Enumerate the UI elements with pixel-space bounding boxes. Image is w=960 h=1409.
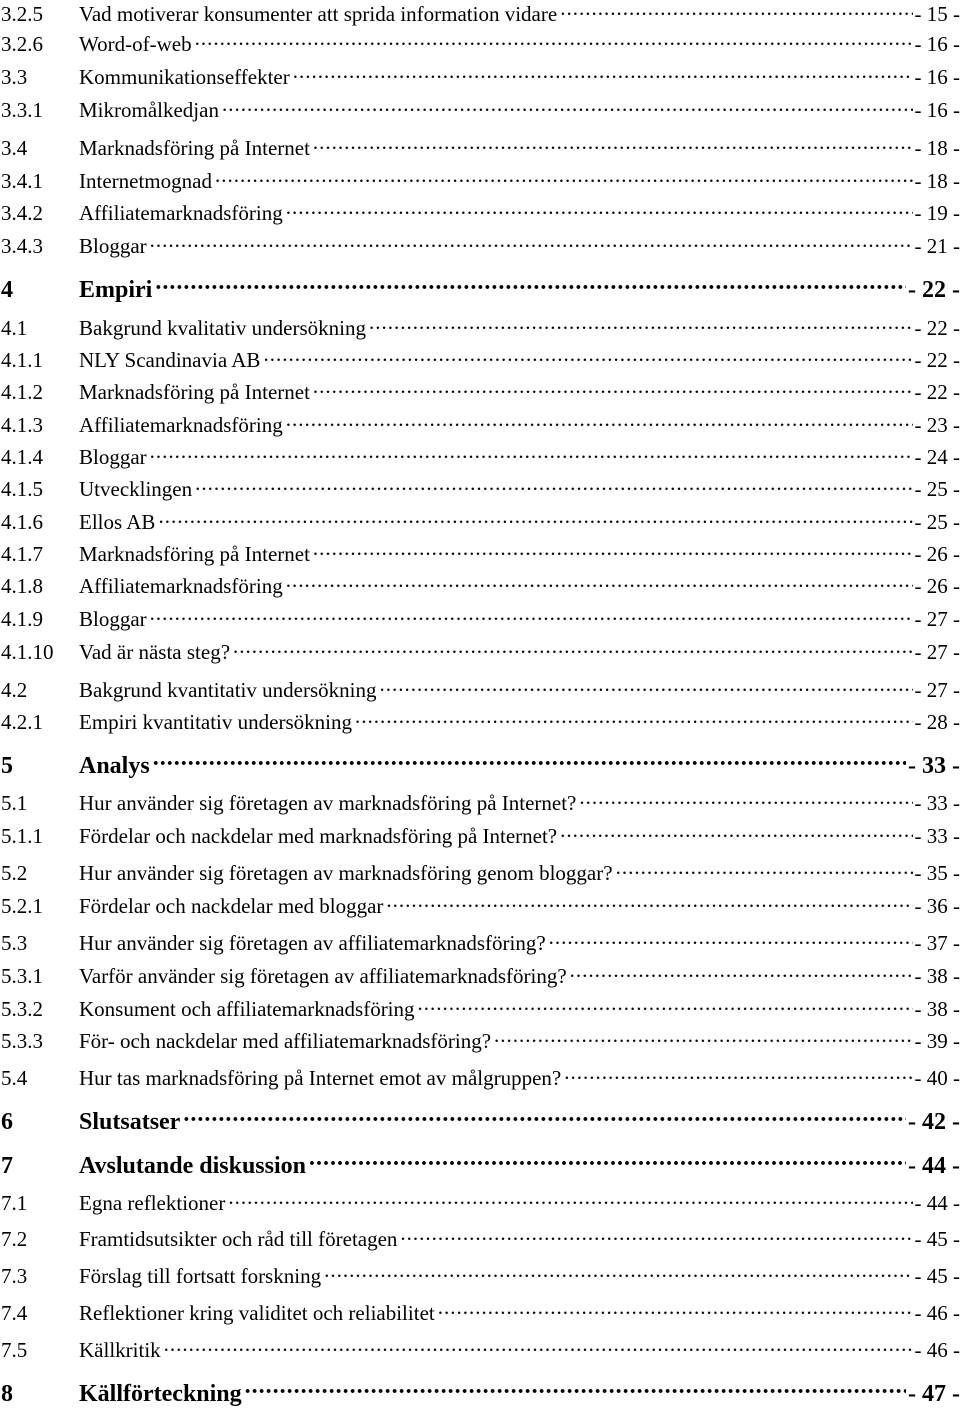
toc-entry-number: 5.2.1 <box>0 893 79 919</box>
toc-entry[interactable] <box>0 1336 960 1363</box>
toc-entry-number: 6 <box>0 1107 79 1137</box>
toc-entry-number: 7 <box>0 1151 79 1181</box>
toc-entry[interactable] <box>0 962 960 989</box>
toc-entry-page: - 26 - <box>913 573 960 599</box>
toc-entry-title: Kommunikationseffekter <box>79 64 293 90</box>
toc-entry[interactable] <box>0 96 960 123</box>
toc-dot-leader <box>564 1064 912 1085</box>
toc-dot-leader <box>293 63 913 84</box>
toc-entry[interactable] <box>0 572 960 599</box>
toc-dot-leader <box>222 96 913 117</box>
toc-entry-number: 3.3 <box>0 64 79 90</box>
toc-entry-page: - 15 - <box>913 1 960 27</box>
toc-entry-title: Bakgrund kvalitativ undersökning <box>79 315 369 341</box>
toc-entry[interactable] <box>0 892 960 919</box>
toc-entry[interactable] <box>0 1299 960 1326</box>
toc-dot-leader <box>579 789 912 810</box>
toc-entry-number: 4.2.1 <box>0 709 79 735</box>
toc-entry-title: Egna reflektioner <box>79 1190 228 1216</box>
toc-entry-title: Analys <box>79 751 153 781</box>
toc-entry-page: - 16 - <box>913 64 960 90</box>
toc-dot-leader <box>386 892 912 913</box>
toc-entry-number: 3.4.1 <box>0 168 79 194</box>
toc-dot-leader <box>309 1149 906 1173</box>
toc-entry-number: 4.1.7 <box>0 541 79 567</box>
toc-entry[interactable] <box>0 1149 960 1181</box>
toc-entry[interactable] <box>0 1262 960 1289</box>
toc-entry[interactable] <box>0 708 960 735</box>
toc-dot-leader <box>324 1262 912 1283</box>
toc-entry[interactable] <box>0 1225 960 1252</box>
toc-entry-page: - 23 - <box>913 412 960 438</box>
toc-entry-page: - 24 - <box>913 444 960 470</box>
toc-dot-leader <box>313 134 913 155</box>
toc-entry-number: 5.1 <box>0 790 79 816</box>
toc-entry-page: - 27 - <box>913 677 960 703</box>
toc-entry-number: 3.3.1 <box>0 97 79 123</box>
toc-entry-title: För- och nackdelar med affiliatemarknadsföring? <box>79 1028 494 1054</box>
toc-entry-number: 4.1.3 <box>0 412 79 438</box>
toc-entry[interactable] <box>0 475 960 502</box>
toc-entry[interactable] <box>0 273 960 305</box>
toc-entry[interactable] <box>0 167 960 194</box>
toc-entry[interactable] <box>0 995 960 1022</box>
toc-dot-leader <box>560 822 912 843</box>
toc-entry-number: 4.1.4 <box>0 444 79 470</box>
toc-entry[interactable] <box>0 1027 960 1054</box>
toc-entry-title: Ellos AB <box>79 509 158 535</box>
toc-dot-leader <box>150 232 913 253</box>
toc-entry[interactable] <box>0 378 960 405</box>
toc-entry-page: - 45 - <box>913 1263 960 1289</box>
toc-entry[interactable] <box>0 199 960 226</box>
toc-entry-page: - 46 - <box>913 1300 960 1326</box>
toc-entry-number: 3.2.5 <box>0 1 79 27</box>
toc-entry-title: Avslutande diskussion <box>79 1151 309 1181</box>
toc-entry[interactable] <box>0 929 960 956</box>
toc-entry-title: Konsument och affiliatemarknadsföring <box>79 996 418 1022</box>
toc-entry-page: - 37 - <box>913 930 960 956</box>
toc-dot-leader <box>560 0 912 21</box>
toc-entry-page: - 22 - <box>913 347 960 373</box>
toc-dot-leader <box>549 929 913 950</box>
toc-entry[interactable] <box>0 443 960 470</box>
toc-dot-leader <box>158 508 912 529</box>
toc-dot-leader <box>150 443 913 464</box>
toc-entry[interactable] <box>0 749 960 781</box>
toc-dot-leader <box>286 572 913 593</box>
toc-dot-leader <box>286 199 913 220</box>
toc-entry-title: Affiliatemarknadsföring <box>79 412 286 438</box>
toc-entry-number: 4.1.10 <box>0 639 79 665</box>
toc-entry-page: - 39 - <box>913 1028 960 1054</box>
toc-entry[interactable] <box>0 822 960 849</box>
toc-entry[interactable] <box>0 789 960 816</box>
toc-dot-leader <box>195 475 912 496</box>
toc-dot-leader <box>245 1377 906 1401</box>
toc-entry-title: Bakgrund kvantitativ undersökning <box>79 677 379 703</box>
toc-entry[interactable] <box>0 0 960 27</box>
toc-entry-title: Affiliatemarknadsföring <box>79 200 286 226</box>
toc-dot-leader <box>313 378 913 399</box>
toc-entry-title: Hur använder sig företagen av marknadsföring på Internet? <box>79 790 579 816</box>
toc-entry[interactable] <box>0 232 960 259</box>
toc-entry-page: - 18 - <box>913 168 960 194</box>
toc-dot-leader <box>400 1225 912 1246</box>
toc-dot-leader <box>494 1027 912 1048</box>
toc-entry-number: 4.2 <box>0 677 79 703</box>
toc-entry-page: - 35 - <box>913 860 960 886</box>
toc-entry-page: - 25 - <box>913 509 960 535</box>
toc-entry-title: Bloggar <box>79 233 150 259</box>
toc-dot-leader <box>155 273 906 297</box>
toc-entry-number: 7.3 <box>0 1263 79 1289</box>
toc-entry-page: - 46 - <box>913 1337 960 1363</box>
toc-entry-title: Förslag till fortsatt forskning <box>79 1263 324 1289</box>
toc-entry-title: Vad motiverar konsumenter att sprida information vidare <box>79 1 560 27</box>
toc-entry-title: Marknadsföring på Internet <box>79 379 313 405</box>
toc-entry-number: 7.4 <box>0 1300 79 1326</box>
toc-entry-number: 5.3.1 <box>0 963 79 989</box>
toc-entry-number: 3.4 <box>0 135 79 161</box>
toc-entry-title: Hur använder sig företagen av affiliatemarknadsföring? <box>79 930 549 956</box>
toc-entry-page: - 22 - <box>913 379 960 405</box>
toc-entry[interactable] <box>0 314 960 341</box>
toc-entry-page: - 45 - <box>913 1226 960 1252</box>
toc-dot-leader <box>263 346 912 367</box>
toc-entry-page: - 38 - <box>913 996 960 1022</box>
toc-entry-title: Slutsatser <box>79 1107 183 1137</box>
toc-entry-page: - 22 - <box>913 315 960 341</box>
toc-entry-page: - 38 - <box>913 963 960 989</box>
toc-dot-leader <box>570 962 913 983</box>
toc-entry-number: 3.2.6 <box>0 31 79 57</box>
toc-entry-number: 4.1 <box>0 315 79 341</box>
toc-entry-title: Reflektioner kring validitet och reliabilitet <box>79 1300 438 1326</box>
toc-dot-leader <box>438 1299 913 1320</box>
toc-entry[interactable] <box>0 638 960 665</box>
toc-entry-number: 5.3.2 <box>0 996 79 1022</box>
toc-entry-number: 4.1.5 <box>0 476 79 502</box>
toc-dot-leader <box>195 30 913 51</box>
toc-entry-number: 5.1.1 <box>0 823 79 849</box>
toc-entry-number: 5.3.3 <box>0 1028 79 1054</box>
toc-entry-page: - 33 - <box>913 823 960 849</box>
toc-entry-title: NLY Scandinavia AB <box>79 347 263 373</box>
toc-entry-number: 3.4.3 <box>0 233 79 259</box>
toc-entry[interactable] <box>0 411 960 438</box>
toc-entry[interactable] <box>0 859 960 886</box>
toc-entry-title: Empiri <box>79 275 155 305</box>
toc-entry-page: - 47 - <box>906 1379 960 1409</box>
toc-dot-leader <box>286 411 913 432</box>
toc-entry-title: Utvecklingen <box>79 476 195 502</box>
toc-entry-number: 4.1.2 <box>0 379 79 405</box>
toc-entry-page: - 27 - <box>913 639 960 665</box>
toc-entry-title: Internetmognad <box>79 168 215 194</box>
toc-entry-page: - 28 - <box>913 709 960 735</box>
toc-dot-leader <box>355 708 913 729</box>
toc-entry-page: - 42 - <box>906 1107 960 1137</box>
toc-entry-number: 4.1.6 <box>0 509 79 535</box>
toc-entry-page: - 18 - <box>913 135 960 161</box>
toc-entry-title: Bloggar <box>79 606 150 632</box>
toc-entry-number: 5.2 <box>0 860 79 886</box>
toc-dot-leader <box>379 676 912 697</box>
toc-entry[interactable] <box>0 30 960 57</box>
toc-entry-page: - 22 - <box>906 275 960 305</box>
toc-entry-page: - 21 - <box>913 233 960 259</box>
toc-entry[interactable] <box>0 676 960 703</box>
toc-entry-number: 7.2 <box>0 1226 79 1252</box>
toc-entry-number: 4.1.8 <box>0 573 79 599</box>
toc-entry-number: 5.3 <box>0 930 79 956</box>
toc-entry-title: Mikromålkedjan <box>79 97 222 123</box>
toc-entry[interactable] <box>0 1189 960 1216</box>
toc-entry-page: - 40 - <box>913 1065 960 1091</box>
toc-dot-leader <box>164 1336 913 1357</box>
toc-dot-leader <box>150 605 913 626</box>
toc-entry[interactable] <box>0 540 960 567</box>
toc-entry-page: - 16 - <box>913 97 960 123</box>
toc-entry-title: Fördelar och nackdelar med marknadsföring på Internet? <box>79 823 560 849</box>
toc-entry-title: Hur tas marknadsföring på Internet emot av målgruppen? <box>79 1065 564 1091</box>
toc-entry[interactable] <box>0 508 960 535</box>
toc-entry-title: Framtidsutsikter och råd till företagen <box>79 1226 400 1252</box>
toc-dot-leader <box>153 749 906 773</box>
toc-dot-leader <box>183 1105 906 1129</box>
toc-entry-number: 7.5 <box>0 1337 79 1363</box>
toc-entry[interactable] <box>0 1064 960 1091</box>
toc-dot-leader <box>313 540 913 561</box>
toc-entry-number: 3.4.2 <box>0 200 79 226</box>
toc-dot-leader <box>215 167 913 188</box>
toc-entry[interactable] <box>0 63 960 90</box>
toc-entry-page: - 19 - <box>913 200 960 226</box>
toc-entry-title: Vad är nästa steg? <box>79 639 233 665</box>
toc-entry-number: 7.1 <box>0 1190 79 1216</box>
toc-entry-title: Affiliatemarknadsföring <box>79 573 286 599</box>
toc-entry-page: - 16 - <box>913 31 960 57</box>
toc-dot-leader <box>369 314 913 335</box>
toc-entry[interactable] <box>0 605 960 632</box>
toc-entry-title: Källkritik <box>79 1337 164 1363</box>
toc-entry-number: 5 <box>0 751 79 781</box>
toc-entry-title: Marknadsföring på Internet <box>79 541 313 567</box>
toc-entry-title: Varför använder sig företagen av affiliatemarknadsföring? <box>79 963 570 989</box>
toc-entry-title: Källförteckning <box>79 1379 245 1409</box>
toc-entry-title: Marknadsföring på Internet <box>79 135 313 161</box>
toc-entry-number: 4.1.9 <box>0 606 79 632</box>
toc-entry-page: - 36 - <box>913 893 960 919</box>
toc-entry[interactable] <box>0 1377 960 1409</box>
toc-entry-page: - 33 - <box>913 790 960 816</box>
toc-dot-leader <box>233 638 912 659</box>
toc-entry[interactable] <box>0 1105 960 1137</box>
toc-entry-title: Fördelar och nackdelar med bloggar <box>79 893 386 919</box>
toc-entry-page: - 33 - <box>906 751 960 781</box>
toc-entry[interactable] <box>0 346 960 373</box>
toc-entry-title: Bloggar <box>79 444 150 470</box>
toc-entry-number: 4 <box>0 275 79 305</box>
toc-entry-page: - 44 - <box>906 1151 960 1181</box>
toc-dot-leader <box>228 1189 912 1210</box>
toc-entry-page: - 25 - <box>913 476 960 502</box>
toc-entry-title: Word-of-web <box>79 31 195 57</box>
toc-entry-page: - 44 - <box>913 1190 960 1216</box>
toc-entry-page: - 26 - <box>913 541 960 567</box>
toc-entry-title: Hur använder sig företagen av marknadsföring genom bloggar? <box>79 860 616 886</box>
toc-dot-leader <box>418 995 913 1016</box>
toc-entry-number: 8 <box>0 1379 79 1409</box>
toc-entry-title: Empiri kvantitativ undersökning <box>79 709 355 735</box>
toc-entry-number: 4.1.1 <box>0 347 79 373</box>
toc-entry-page: - 27 - <box>913 606 960 632</box>
toc-dot-leader <box>616 859 913 880</box>
toc-entry[interactable] <box>0 134 960 161</box>
toc-entry-number: 5.4 <box>0 1065 79 1091</box>
